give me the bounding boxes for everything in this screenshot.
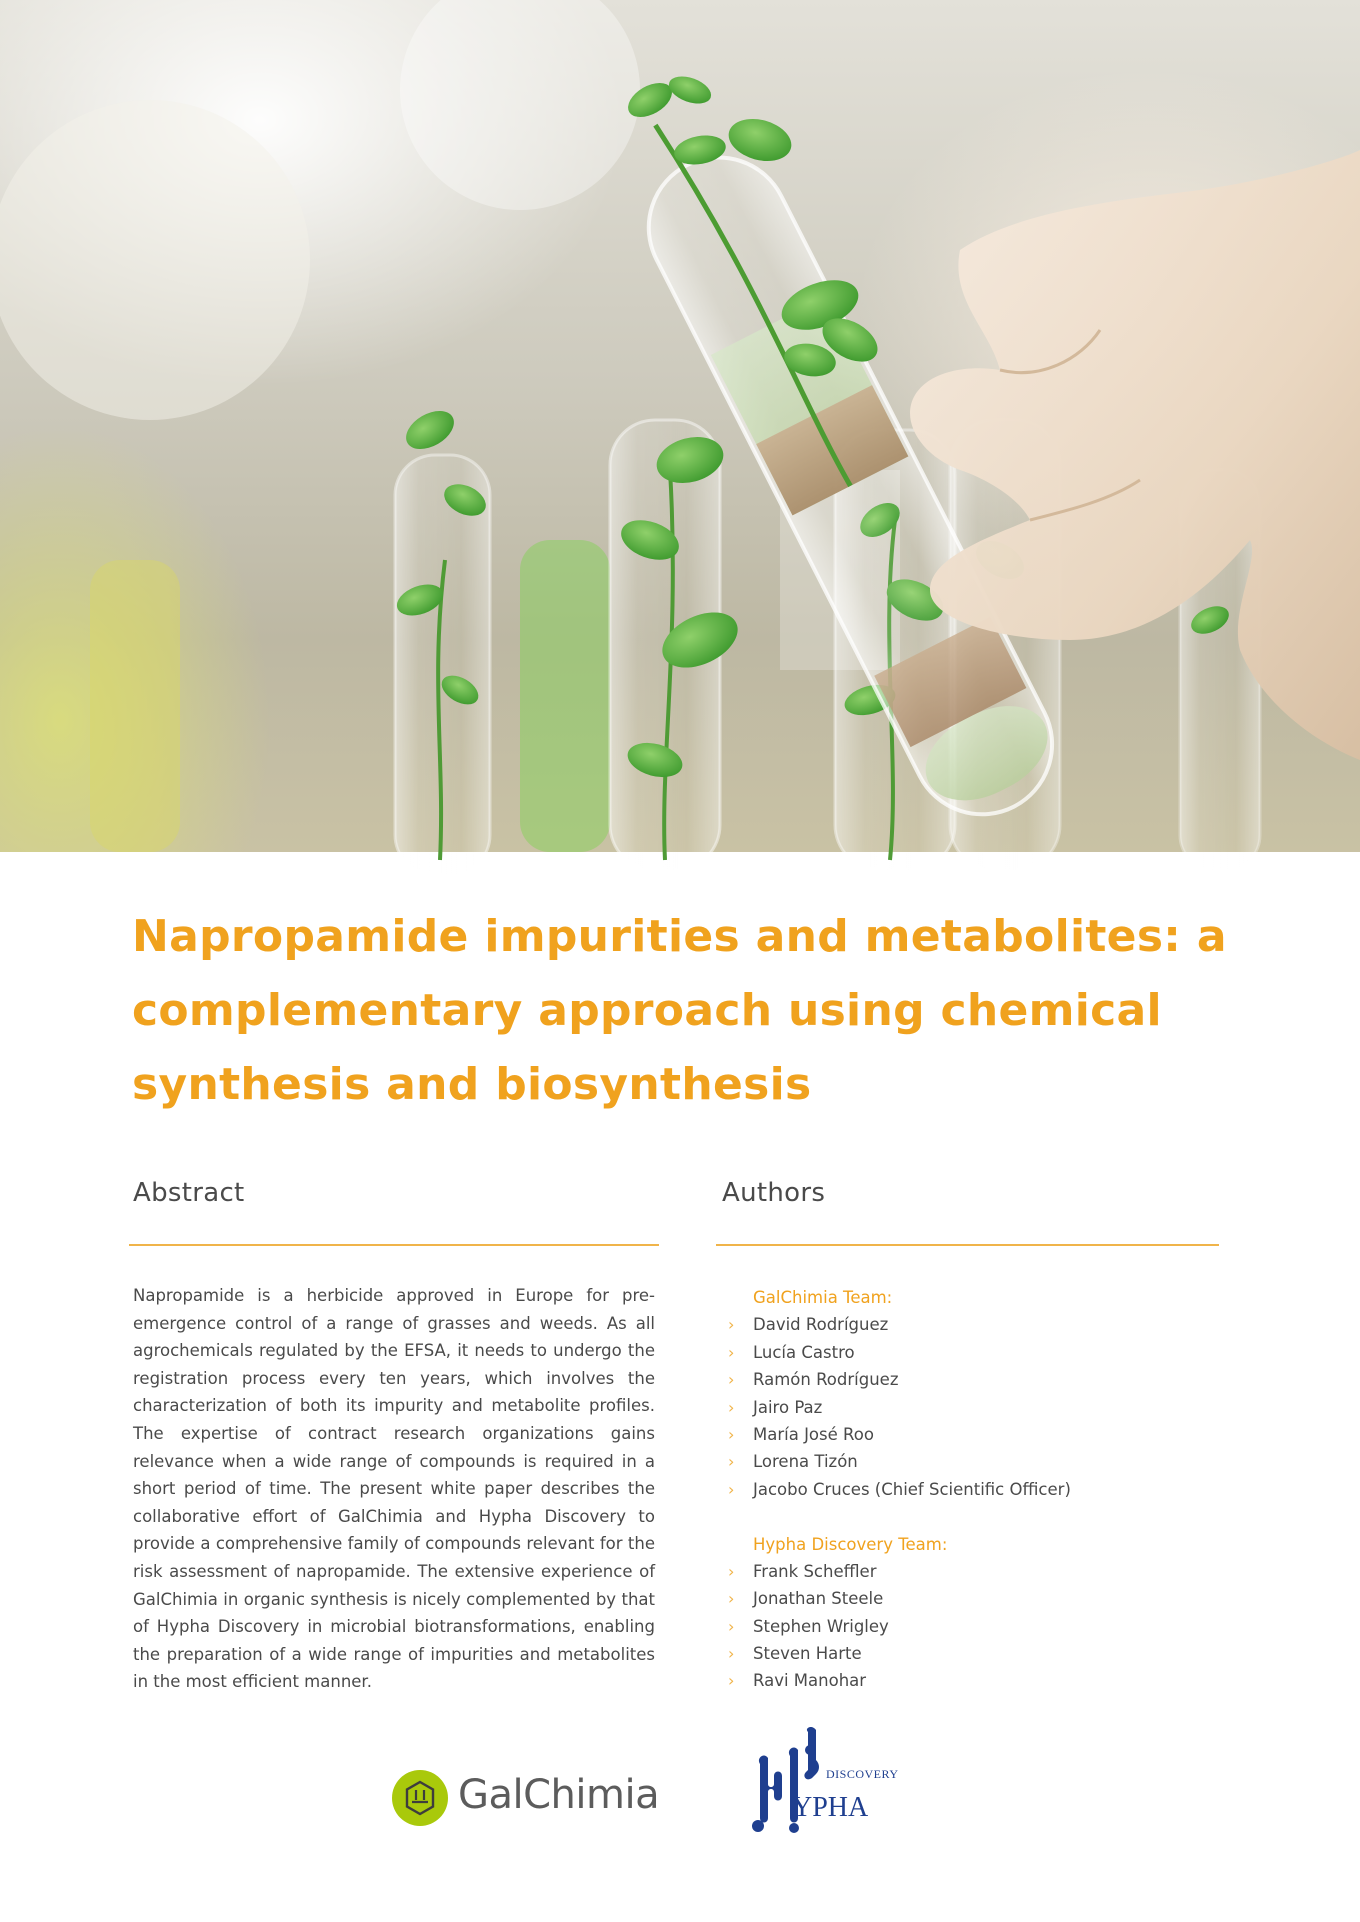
author-item — [728, 1394, 1228, 1421]
hypha-logo-discovery: DISCOVERY — [826, 1767, 899, 1781]
author-name: Jacobo Cruces (Chief Scientific Officer) — [753, 1479, 1071, 1499]
lab-plants-illustration — [0, 0, 1360, 852]
author-name: Jonathan Steele — [753, 1589, 884, 1609]
chevron-right-icon: › — [728, 1644, 735, 1664]
galchimia-wordmark-part1: Gal — [458, 1772, 524, 1818]
abstract-heading: Abstract — [133, 1178, 245, 1208]
chevron-right-icon: › — [728, 1370, 735, 1390]
author-item — [728, 1421, 1228, 1448]
chevron-right-icon: › — [728, 1589, 735, 1609]
hypha-team-label: Hypha Discovery Team: — [753, 1534, 948, 1554]
chevron-right-icon: › — [728, 1671, 735, 1691]
author-name: David Rodríguez — [753, 1315, 889, 1335]
author-item — [728, 1613, 1228, 1640]
chevron-right-icon: › — [728, 1424, 735, 1444]
chevron-right-icon: › — [728, 1315, 735, 1335]
abstract-divider — [129, 1244, 659, 1246]
author-item — [728, 1366, 1228, 1393]
author-item — [728, 1667, 1228, 1694]
hypha-discovery-logo — [750, 1726, 899, 1844]
author-item — [728, 1558, 1228, 1585]
chevron-right-icon: › — [728, 1561, 735, 1581]
chevron-right-icon: › — [728, 1397, 735, 1417]
hypha-logo-ypha: YPHA — [792, 1792, 869, 1823]
author-item — [728, 1448, 1228, 1475]
author-name: Frank Scheffler — [753, 1561, 877, 1581]
galchimia-wordmark-part2: Chimia — [523, 1772, 660, 1818]
page-title: Napropamide impurities and metabolites: a complementary approach using chemical synthesis and biosynthesis — [132, 911, 1227, 1110]
author-name: Lorena Tizón — [753, 1452, 858, 1472]
team-spacer — [728, 1503, 1228, 1530]
author-name: Jairo Paz — [753, 1397, 823, 1417]
author-name: Lucía Castro — [753, 1342, 855, 1362]
author-name: María José Roo — [753, 1424, 874, 1444]
author-item — [728, 1640, 1228, 1667]
author-name: Stephen Wrigley — [753, 1616, 889, 1636]
galchimia-team-label: GalChimia Team: — [753, 1288, 893, 1307]
galchimia-wordmark — [458, 1772, 659, 1818]
galchimia-flask-icon — [392, 1770, 448, 1826]
authors-heading: Authors — [722, 1178, 826, 1208]
galchimia-logo — [392, 1762, 682, 1832]
chevron-right-icon: › — [728, 1479, 735, 1499]
author-name: Ravi Manohar — [753, 1671, 867, 1691]
author-name: Steven Harte — [753, 1644, 862, 1664]
author-item — [728, 1476, 1228, 1503]
chevron-right-icon: › — [728, 1616, 735, 1636]
author-item — [728, 1339, 1228, 1366]
hero-image — [0, 0, 1360, 852]
abstract-text: Napropamide is a herbicide approved in Europe for pre-emergence control of a range of grasses and weeds. As all agrochemicals regulated by the EFSA, it needs to undergo the registration process every ten years, which involves the characterization of both its impurity and metabolite profiles. The expertise of contract research organizations gains relevance when a wide range of compounds is required in a short period of time. The present white paper describes the collaborative effort of GalChimia and Hypha Discovery to provide a comprehensive family of compounds relevant for the risk assessment of napropamide. The extensive experience of GalChimia in organic synthesis is nicely complemented by that of Hypha Discovery in microbial biotransformations, enabling the preparation of a wide range of impurities and metabolites in the most efficient manner. — [133, 1286, 655, 1692]
authors-list — [728, 1284, 1228, 1695]
author-item — [728, 1585, 1228, 1612]
author-name: Ramón Rodríguez — [753, 1370, 899, 1390]
galchimia-team-list — [728, 1311, 1228, 1503]
chevron-right-icon: › — [728, 1452, 735, 1472]
hypha-team-list — [728, 1558, 1228, 1695]
chevron-right-icon: › — [728, 1342, 735, 1362]
authors-divider — [716, 1244, 1219, 1246]
author-item — [728, 1311, 1228, 1338]
